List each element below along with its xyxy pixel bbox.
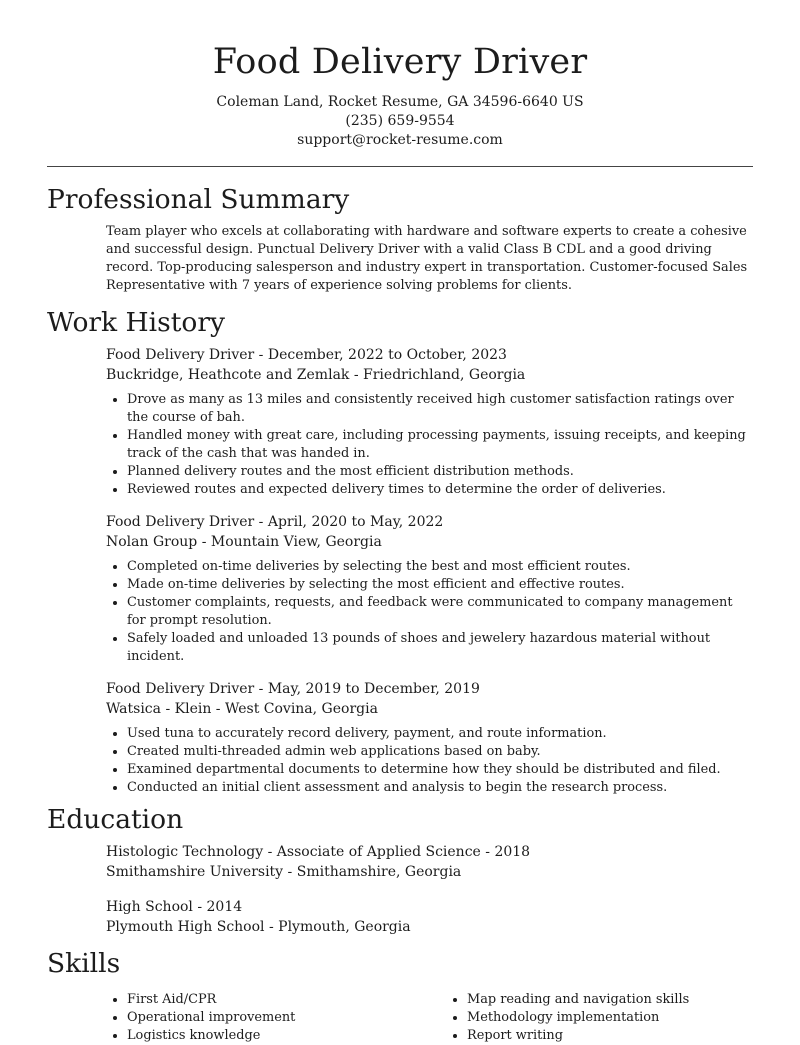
- job-bullet: • Created multi-threaded admin web applications based on baby.: [127, 743, 753, 761]
- job-company-line: Nolan Group - Mountain View, Georgia: [106, 533, 382, 550]
- job-bullet: • Handled money with great care, including processing payments, issuing receipts, and keeping track of the cash that was handed in.: [127, 427, 753, 463]
- job-title-line: Food Delivery Driver - May, 2019 to December, 2019: [106, 681, 480, 697]
- job-bullet: • Examined departmental documents to determine how they should be distributed and filed.: [127, 761, 753, 779]
- education-degree-line: High School - 2014: [106, 899, 243, 915]
- skill-item: • Report writing: [467, 1027, 786, 1045]
- job-bullet: • Completed on-time deliveries by selecting the best and most efficient routes.: [127, 558, 753, 576]
- contact-phone: (235) 659-9554: [345, 113, 455, 129]
- candidate-name: Food Delivery Driver: [212, 42, 588, 82]
- education-school-line: Smithamshire University - Smithamshire, Georgia: [106, 863, 462, 880]
- skills-columns: [47, 987, 753, 1045]
- education-entry: [106, 843, 753, 882]
- job-entry: [106, 680, 753, 797]
- professional-summary-section: [47, 183, 753, 295]
- job-company-line: Buckridge, Heathcote and Zemlak - Friedrichland, Georgia: [106, 366, 526, 383]
- skill-item: • Methodology implementation: [467, 1009, 786, 1027]
- section-heading-summary: Professional Summary: [47, 184, 350, 215]
- job-bullet: • Safely loaded and unloaded 13 pounds of shoes and jewelery hazardous material without incident.: [127, 630, 753, 666]
- skill-item: • Logistics knowledge: [127, 1027, 446, 1045]
- skill-item: • First Aid/CPR: [127, 991, 446, 1009]
- job-bullets: [106, 558, 753, 666]
- contact-email: support@rocket-resume.com: [297, 132, 503, 148]
- summary-text: Team player who excels at collaborating with hardware and software experts to create a cohesive and successful design. Punctual Delivery Driver with a valid Class B CDL and a good driving record. Top-producing salesperson and industry expert in transportation. Customer-focused Sales Representative with 7 years of experience solving problems for clients.: [106, 224, 748, 293]
- education-school-line: Plymouth High School - Plymouth, Georgia: [106, 918, 411, 935]
- skills-list-left: [106, 991, 446, 1045]
- job-bullets: [106, 725, 753, 797]
- work-history-section: [47, 306, 753, 797]
- job-bullet: • Customer complaints, requests, and feedback were communicated to company management for prompt resolution.: [127, 594, 753, 630]
- contact-address: Coleman Land, Rocket Resume, GA 34596-6640 US: [216, 94, 584, 110]
- section-heading-skills: Skills: [47, 948, 121, 979]
- job-title-line: Food Delivery Driver - April, 2020 to May, 2022: [106, 514, 444, 530]
- skills-section: [47, 947, 753, 1045]
- skill-item: • Operational improvement: [127, 1009, 446, 1027]
- job-company-line: Watsica - Klein - West Covina, Georgia: [106, 700, 378, 717]
- header-divider: [47, 166, 753, 167]
- resume-header: [47, 0, 753, 150]
- skills-list-right: [446, 991, 786, 1045]
- job-title-line: Food Delivery Driver - December, 2022 to October, 2023: [106, 347, 507, 363]
- job-bullets: [106, 391, 753, 499]
- section-heading-work: Work History: [47, 307, 225, 338]
- skill-item: • Map reading and navigation skills: [467, 991, 786, 1009]
- job-entry: [106, 346, 753, 499]
- education-entry: [106, 898, 753, 937]
- job-bullet: • Made on-time deliveries by selecting the most efficient and effective routes.: [127, 576, 753, 594]
- job-bullet: • Drove as many as 13 miles and consistently received high customer satisfaction ratings over the course of bah.: [127, 391, 753, 427]
- job-bullet: • Used tuna to accurately record delivery, payment, and route information.: [127, 725, 753, 743]
- job-bullet: • Conducted an initial client assessment and analysis to begin the research process.: [127, 779, 753, 797]
- job-bullet: • Planned delivery routes and the most efficient distribution methods.: [127, 463, 753, 481]
- job-bullet: • Reviewed routes and expected delivery times to determine the order of deliveries.: [127, 481, 753, 499]
- education-section: [47, 803, 753, 937]
- education-degree-line: Histologic Technology - Associate of Applied Science - 2018: [106, 844, 531, 860]
- section-heading-education: Education: [47, 804, 184, 835]
- job-entry: [106, 513, 753, 666]
